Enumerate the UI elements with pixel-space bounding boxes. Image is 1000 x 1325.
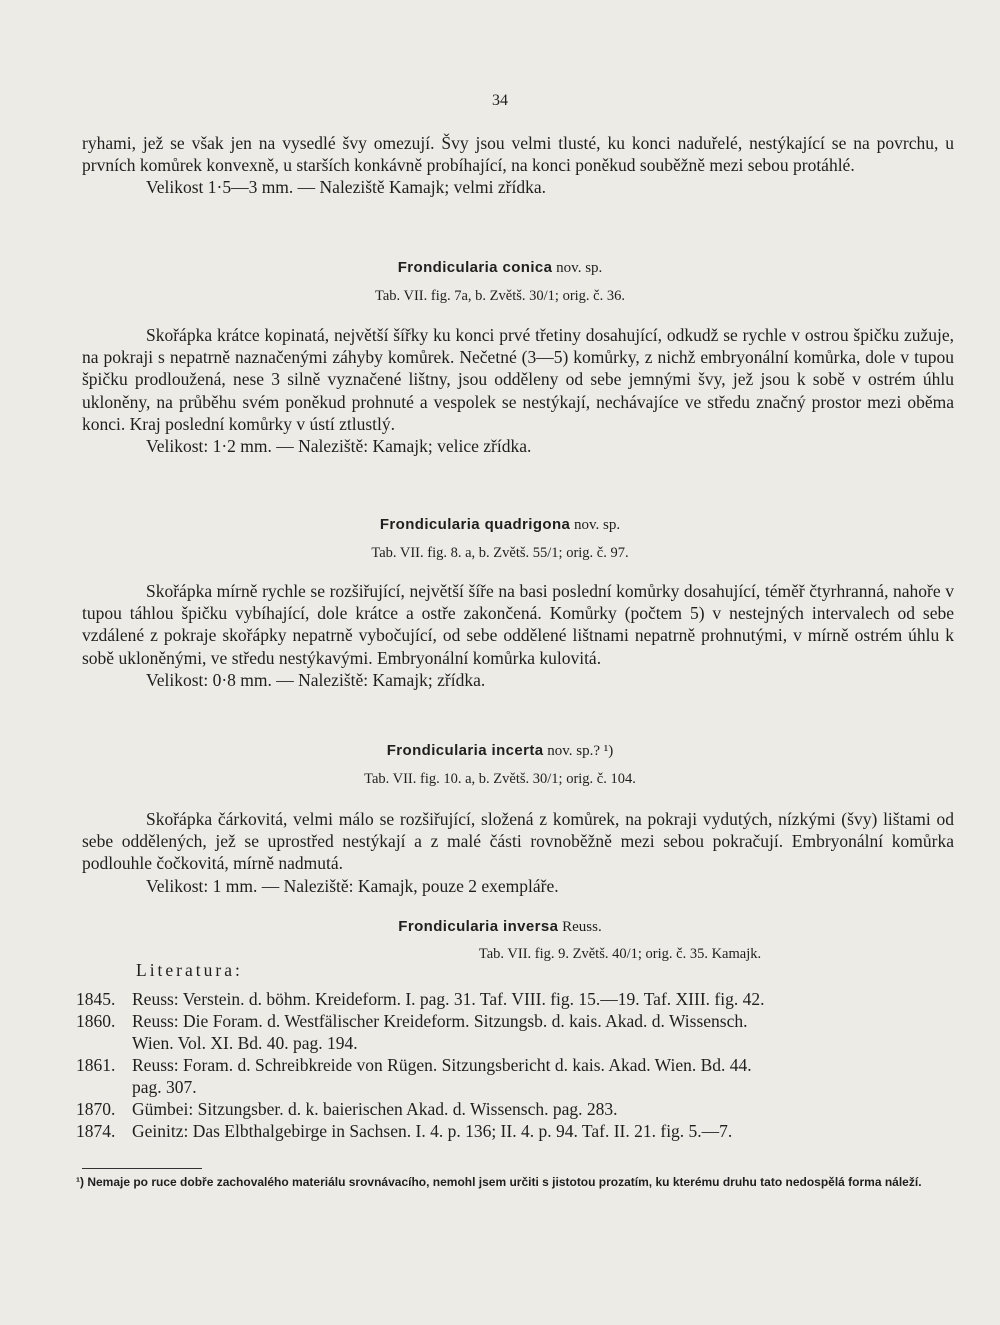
footnote: ¹) Nemaje po ruce dobře zachovalého materiálu srovnávacího, nemohl jsem určiti s jistotou prozatím, ku kterému druhu tato nedospělá forma náleží. xyxy=(76,1175,922,1189)
literature-year: 1845. xyxy=(76,989,116,1009)
species-name: Frondicularia inversa xyxy=(398,918,559,935)
species-author: nov. sp.? ¹) xyxy=(547,743,614,759)
size-line: Velikost: 0·8 mm. — Naleziště: Kamajk; zřídka. xyxy=(146,669,486,690)
intro-paragraph xyxy=(82,132,954,199)
species-description-quadrigona xyxy=(82,580,954,691)
intro-text: ryhami, jež se však jen na vysedlé švy omezují. Švy jsou velmi tlusté, ku konci naduřelé, nestýkající se na povrchu, u prvních komůrek konvexně, u starších konkávně probíhající, na konci poněkud souběžně mezi sebou protáhlé. xyxy=(82,133,954,176)
size-line: Velikost: 1 mm. — Naleziště: Kamajk, pouze 2 exempláře. xyxy=(146,875,559,896)
literature-item xyxy=(76,1054,956,1076)
intro-size-line: Velikost 1·5—3 mm. — Naleziště Kamajk; velmi zřídka. xyxy=(146,177,546,198)
species-description-conica xyxy=(82,324,954,457)
literature-title: Literatura: xyxy=(136,960,243,980)
literature-continuation: Wien. Vol. XI. Bd. 40. pag. 194. xyxy=(132,1033,358,1053)
literature-item xyxy=(76,1120,956,1142)
description-text: Skořápka mírně rychle se rozšiřující, největší šíře na basi poslední komůrky dosahující, téměř čtyrhranná, nahoře v tupou táhlou špičku vybíhající, dole krátce a ostře zakončená. Komůrky (počtem 5) v nestejných intervalech od sebe vzdálené z pokraje skořápky nepatrně vybočující, od sebe oddělené lištnami nepatrně prohnutými, v mírně ostrém úhlu k sobě ukloněnými, ve středu nestýkavými. Embryonální komůrka kulovitá. xyxy=(82,581,954,668)
literature-text: Reuss: Die Foram. d. Westfälischer Kreideform. Sitzungsb. d. kais. Akad. d. Wissensch. xyxy=(132,1011,748,1031)
literature-list xyxy=(76,988,956,1142)
literature-year: 1874. xyxy=(76,1121,116,1141)
species-tab-inversa: Tab. VII. fig. 9. Zvětš. 40/1; orig. č. 35. Kamajk. xyxy=(478,946,762,962)
literature-year: 1861. xyxy=(76,1055,116,1075)
footnote-divider xyxy=(82,1168,202,1169)
species-tab-quadrigona: Tab. VII. fig. 8. a, b. Zvětš. 55/1; orig. č. 97. xyxy=(371,545,629,561)
description-text: Skořápka čárkovitá, velmi málo se rozšiřující, složená z komůrek, na pokraji vydutých, nízkými (švy) lištami od sebe oddělených, jež se uprostřed nestýkají a z malé části rovnoběžně mezi sebou pokračují. Embryonální komůrka podlouhle čočkovitá, mírně nadmutá. xyxy=(82,809,954,874)
species-author: Reuss. xyxy=(562,919,602,935)
literature-year: 1860. xyxy=(76,1011,116,1031)
literature-text: Reuss: Foram. d. Schreibkreide von Rügen. Sitzungsbericht d. kais. Akad. Wien. Bd. 44. xyxy=(132,1055,752,1075)
species-heading-inversa xyxy=(0,918,1000,936)
species-heading-quadrigona xyxy=(0,516,1000,534)
species-tab-conica: Tab. VII. fig. 7a, b. Zvětš. 30/1; orig. č. 36. xyxy=(374,288,625,304)
literature-continuation: pag. 307. xyxy=(132,1077,197,1097)
literature-item xyxy=(76,1010,956,1032)
literature-item xyxy=(76,988,956,1010)
species-name: Frondicularia conica xyxy=(397,259,553,276)
species-author: nov. sp. xyxy=(574,517,621,533)
literature-year: 1870. xyxy=(76,1099,116,1119)
size-line: Velikost: 1·2 mm. — Naleziště: Kamajk; velice zřídka. xyxy=(146,436,532,457)
literature-text: Geinitz: Das Elbthalgebirge in Sachsen. I. 4. p. 136; II. 4. p. 94. Taf. II. 21. fig. 5.—7. xyxy=(132,1121,733,1141)
species-author: nov. sp. xyxy=(556,260,603,276)
species-heading-conica xyxy=(0,259,1000,277)
species-tab-incerta: Tab. VII. fig. 10. a, b. Zvětš. 30/1; orig. č. 104. xyxy=(364,771,636,787)
description-text: Skořápka krátce kopinatá, největší šířky ku konci prvé třetiny dosahující, odkudž se rychle v ostrou špičku zužuje, na pokraji s nepatrně naznačenými záhyby komůrek. Nečetné (3—5) komůrky, z nichž embryonální komůrka, dole v tupou špičku prodloužená, nese 3 silně vyznačené lištny, jsou odděleny od sebe jemnými švy, jež jsou k sobě v ostrém úhlu ukloněny, na průběhu svém poněkud prohnuté a vespolek se nestýkají, nechávajíce ve středu značný prostor mezi oběma konci. Kraj poslední komůrky v ústí ztlustlý. xyxy=(82,325,954,434)
species-description-incerta xyxy=(82,808,954,897)
species-name: Frondicularia incerta xyxy=(386,742,544,759)
literature-text: Reuss: Verstein. d. böhm. Kreideform. I. pag. 31. Taf. VIII. fig. 15.—19. Taf. XIII. fig. 42. xyxy=(132,989,765,1009)
species-name: Frondicularia quadrigona xyxy=(379,516,571,533)
literature-item xyxy=(76,1098,956,1120)
species-heading-incerta xyxy=(0,742,1000,760)
page-number: 34 xyxy=(492,92,508,109)
literature-text: Gümbei: Sitzungsber. d. k. baierischen Akad. d. Wissensch. pag. 283. xyxy=(132,1099,618,1119)
